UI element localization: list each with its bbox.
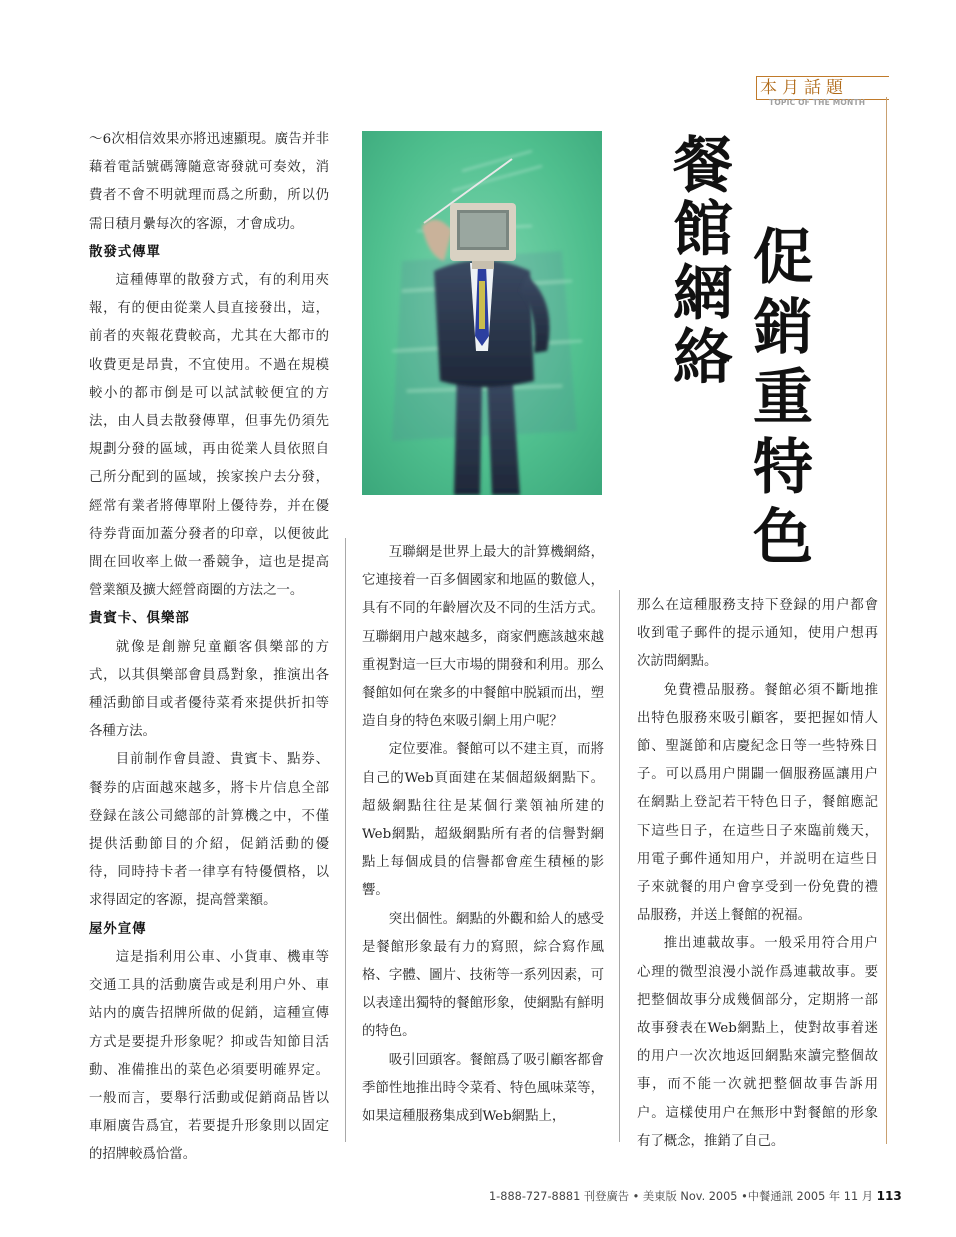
section-heading: 屋外宣傳 <box>89 921 147 937</box>
column-divider-1 <box>345 538 346 1142</box>
footer-text: 1-888-727-8881 刊登廣告 • 美東版 Nov. 2005 •中餐通訊 2005 年 11 月 <box>489 1190 874 1203</box>
paragraph: 這種傳單的散發方式，有的利用夾報，有的便由從業人員直接發出，這，前者的夾報花費較高，尤其在大都市的收費更是昂貴，不宜使用。不過在規模較小的都市倒是可以試試較便宜的方法，由人員去散發傳單，但事先仍須先規劃分發的區域，再由從業人員依照自己所分配到的區域，挨家挨户去分發，經常有業者將傳單附上優待券，并在優待券背面加蓋分發者的印章，以便彼此間在回收率上做一番競争，這也是提高營業額及擴大經營商圈的方法之一。 <box>89 273 329 599</box>
section-heading: 散發式傳單 <box>89 244 161 260</box>
section-tag-english: TOPIC OF THE MONTH <box>769 98 866 107</box>
paragraph: ～6次相信效果亦將迅速顯現。廣告并非藉着電話號碼簿隨意寄發就可奏效，消費者不會不明就理而爲之所動，所以仍需日積月纍每次的客源，才會成功。 <box>89 132 329 232</box>
paragraph: 目前制作會員證、貴賓卡、點券、餐券的店面越來越多，將卡片信息全部登録在該公司總部的計算機之中，不僅提供活動節目的介紹，促銷活動的優待，同時持卡者一律享有特優價格，以求得固定的客源，提高營業額。 <box>89 752 329 909</box>
paragraph: 吸引回頭客。餐館爲了吸引顧客都會季節性地推出時令菜肴、特色風味菜等，如果這種服務集成到Web網點上， <box>362 1052 604 1125</box>
column-divider-2 <box>619 590 620 1142</box>
paragraph: 就像是創辦兒童顧客俱樂部的方式，以其俱樂部會員爲對象，推演出各種活動節目或者優待菜肴來提供折扣等各種方法。 <box>89 639 329 740</box>
paragraph: 這是指利用公車、小貨車、機車等交通工具的活動廣告或是利用户外、車站内的廣告招牌所做的促銷，這種宣傳方式是要提升形象呢？抑或告知節目活動、准備推出的菜色必須要明確界定。一般而言，要舉行活動或促銷商品皆以車厢廣告爲宜，若要提升形象則以固定的招牌較爲恰當。 <box>89 949 329 1163</box>
paragraph: 互聯網是世界上最大的計算機網絡，它連接着一百多個國家和地區的數億人，具有不同的年齡層次及不同的生活方式。互聯網用户越來越多，商家們應該越來越重視對這一巨大市場的開發和利用。那么餐館如何在衆多的中餐館中脱穎而出，塑造自身的特色來吸引網上用户呢？ <box>362 545 604 730</box>
paragraph: 那么在這種服務支持下登録的用户都會收到電子郵件的提示通知，使用户想再次訪問網點。 <box>637 598 878 670</box>
article-column-3 <box>637 592 878 1156</box>
paragraph: 定位要准。餐館可以不建主頁，而將自己的Web頁面建在某個超級網點下。超級網點往往是某個行業領袖所建的Web網點，超級網點所有者的信譽對網點上每個成員的信譽都會産生積極的影響。 <box>362 742 604 899</box>
article-column-1 <box>89 126 329 1170</box>
article-subtitle: 促銷重特色 <box>743 225 813 575</box>
page-footer <box>489 1188 902 1204</box>
illustration-photo <box>362 131 602 495</box>
article-column-2 <box>362 539 604 1131</box>
paragraph: 免費禮品服務。餐館必須不斷地推出特色服務來吸引顧客，要把握如情人節、聖誕節和店慶紀念日等一些特殊日子。可以爲用户開闢一個服務區讓用户在網點上登記若干特色日子，餐館應記下這些日子，在這些日子來臨前幾天，用電子郵件通知用户，并説明在這些日子來就餐的用户會享受到一份免費的禮品服務，并送上餐館的祝福。 <box>637 682 878 924</box>
paragraph: 推出連載故事。一般采用符合用户心理的微型浪漫小説作爲連載故事。要把整個故事分成幾個部分，定期將一部故事發表在Web網點上，使對故事着迷的用户一次次地返回網點來讀完整個故事，而不能一次就把整個故事告訴用户。這樣使用户在無形中對餐館的形象有了概念，推銷了自己。 <box>637 936 878 1149</box>
section-heading: 貴賓卡、俱樂部 <box>89 611 190 627</box>
right-rule-divider <box>886 97 887 1144</box>
paragraph: 突出個性。網點的外觀和給人的感受是餐館形象最有力的寫照，綜合寫作風格、字體、圖片、技術等一系列因素，可以表達出獨特的餐館形象，使網點有鮮明的特色。 <box>362 911 604 1040</box>
section-tag: 本月話題 <box>760 78 848 98</box>
page-number: 113 <box>876 1189 902 1203</box>
article-title: 餐館網絡 <box>663 133 733 389</box>
